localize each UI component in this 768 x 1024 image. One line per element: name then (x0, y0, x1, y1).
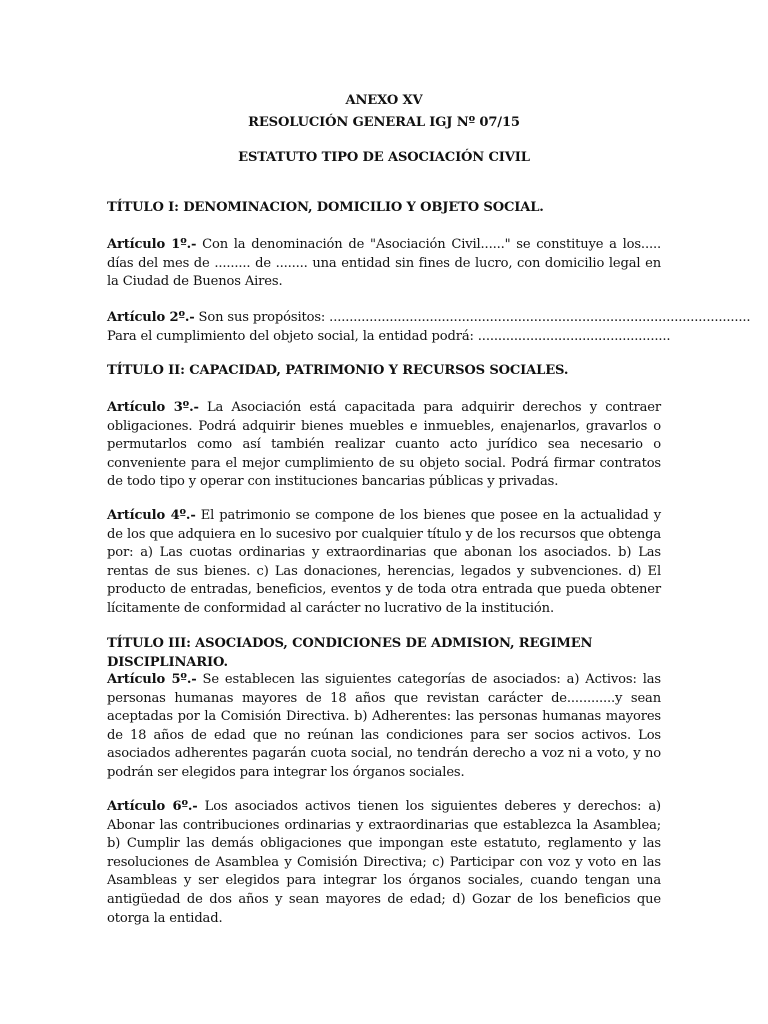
article-2-label: Artículo 2º.- (107, 310, 195, 325)
article-4-text: El patrimonio se compone de los bienes que posee en la actualidad y de los que adquiera en lo sucesivo por cualquier título y de los recursos que obtenga por: a) Las cuotas ordinarias y extraordinarias que abonan los asociados. b) Las rentas de sus bienes. c) Las donaciones, herencias, legados y subvenciones. d) El producto de entradas, beneficios, eventos y de toda otra entrada que pueda obtener lícitamente de conformidad al carácter no lucrativo de la institución. (107, 508, 661, 616)
title-1-heading: TÍTULO I: DENOMINACION, DOMICILIO Y OBJETO SOCIAL. (107, 200, 544, 215)
title-2-heading: TÍTULO II: CAPACIDAD, PATRIMONIO Y RECURSOS SOCIALES. (107, 363, 569, 378)
article-6-label: Artículo 6º.- (107, 799, 198, 814)
article-2-text-1: Son sus propósitos: ......................................................................................................... (194, 310, 751, 325)
article-1-label: Artículo 1º.- (107, 237, 197, 252)
article-3-text: La Asociación está capacitada para adquirir derechos y contraer obligaciones. Podrá adquirir bienes muebles e inmuebles, enajenarlos, gravarlos o permutarlos como así también realizar cuanto acto jurídico sea necesario o conveniente para el mejor cumplimiento de su objeto social. Podrá firmar contratos de todo tipo y operar con instituciones bancarias públicas y privadas. (107, 400, 661, 490)
article-5-text: Se establecen las siguientes categorías de asociados: a) Activos: las personas humanas mayores de 18 años que revistan carácter de............y sean aceptadas por la Comisión Directiva. b) Adherentes: las personas humanas mayores de 18 años de edad que no reúnan las condiciones para ser socios activos. Los asociados adherentes pagarán cuota social, no tendrán derecho a voz ni a voto, y no podrán ser elegidos para integrar los órganos sociales. (107, 672, 661, 780)
title-3-heading: TÍTULO III: ASOCIADOS, CONDICIONES DE ADMISION, REGIMEN DISCIPLINARIO. (107, 636, 593, 670)
article-5-label: Artículo 5º.- (107, 672, 197, 687)
article-6-text: Los asociados activos tienen los siguientes deberes y derechos: a) Abonar las contribuciones ordinarias y extraordinarias que establezca la Asamblea; b) Cumplir las demás obligaciones que impongan este estatuto, reglamento y las resoluciones de Asamblea y Comisión Directiva; c) Participar con voz y voto en las Asambleas y ser elegidos para integrar los órganos sociales, cuando tengan una antigüedad de dos años y sean mayores de edad; d) Gozar de los beneficios que otorga la entidad. (107, 799, 662, 926)
article-6 (107, 798, 661, 928)
annex-title: ANEXO XV (345, 93, 423, 108)
article-3 (107, 399, 661, 492)
article-2-line-1 (107, 309, 751, 328)
article-4-label: Artículo 4º.- (107, 508, 196, 523)
article-5 (107, 671, 661, 783)
resolution-title: RESOLUCIÓN GENERAL IGJ Nº 07/15 (248, 115, 520, 130)
article-2 (107, 309, 751, 346)
article-1 (107, 236, 661, 292)
statute-title: ESTATUTO TIPO DE ASOCIACIÓN CIVIL (238, 150, 530, 165)
article-3-label: Artículo 3º.- (107, 400, 199, 415)
article-4 (107, 507, 661, 619)
article-2-text-2: Para el cumplimiento del objeto social, la entidad podrá: ................................................ (107, 328, 671, 344)
article-1-text: Con la denominación de "Asociación Civil......" se constituye a los..... días del mes de ......... de ........ una entidad sin fines de lucro, con domicilio legal en la Ciudad de Buenos Aires. (107, 237, 661, 290)
